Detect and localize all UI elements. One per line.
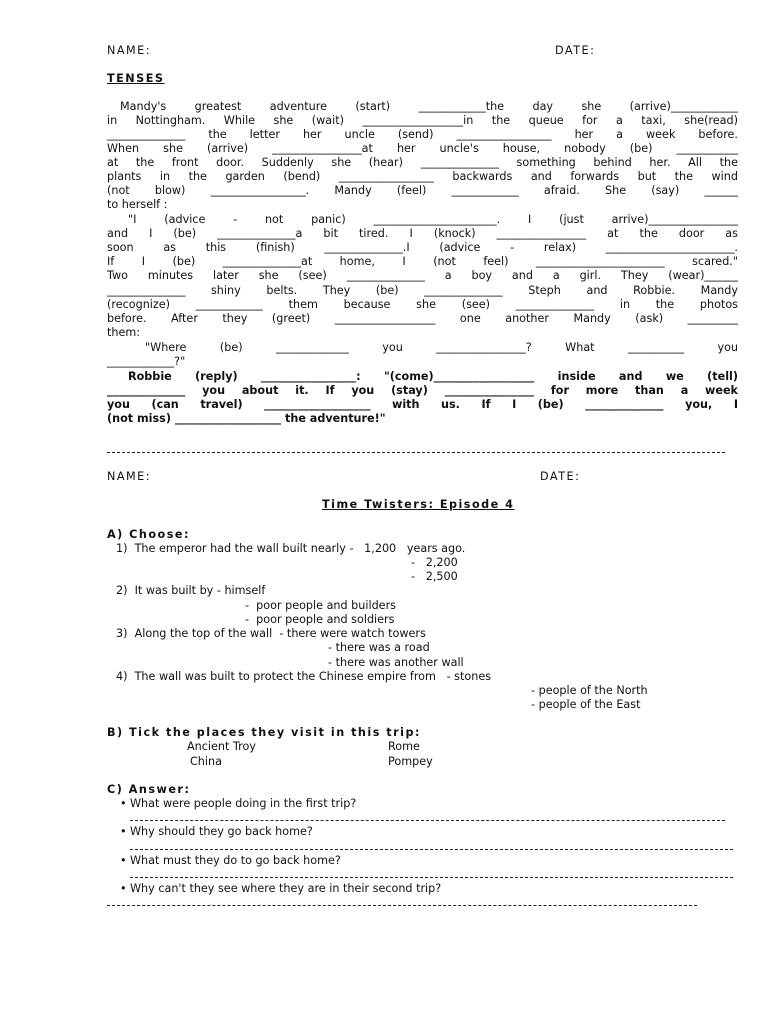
tenses-line: and I (be) ______________a bit tired. I (knock) ________________ at the door as xyxy=(107,227,738,240)
tenses-line: (not blow) _________________. Mandy (feel) ____________ afraid. She (say) ______ xyxy=(107,184,738,197)
tenses-line: Mandy's greatest adventure (start) ____________the day she (arrive)____________ xyxy=(120,100,738,113)
tenses-line: When she (arrive) ________________at her uncle's house, nobody (be) ___________ xyxy=(107,142,738,155)
choice-line: - poor people and soldiers xyxy=(245,613,395,626)
choice-line: - 2,500 xyxy=(411,570,458,583)
tenses-line: you (can travel) ___________________ with us. If I (be) ______________ you, I xyxy=(107,398,738,411)
place-item: Rome xyxy=(388,740,420,753)
name-label: NAME: xyxy=(107,44,152,57)
choice-line: - 2,200 xyxy=(411,556,458,569)
tenses-line: If I (be) ______________at home, I (not feel) _______________________ scared." xyxy=(107,255,738,268)
section-c-heading: C) Answer: xyxy=(107,783,191,796)
tenses-line: ____________?" xyxy=(107,355,186,368)
choice-line: - people of the East xyxy=(531,698,641,711)
choice-line: - there was a road xyxy=(328,641,430,654)
tenses-line: ______________ shiny belts. They (be) ______________ Steph and Robbie. Mandy xyxy=(107,284,738,297)
tenses-line: to herself : xyxy=(107,198,168,211)
tenses-line: ______________ the letter her uncle (send) _________________ her a week before. xyxy=(107,128,738,141)
answer-line xyxy=(130,849,733,850)
choice-line: - poor people and builders xyxy=(245,599,396,612)
tenses-line: (recognize) ____________ them because she (see) ______________ in the photos xyxy=(107,298,738,311)
episode-title: Time Twisters: Episode 4 xyxy=(322,498,515,511)
choice-line: 2) It was built by - himself xyxy=(116,584,266,597)
tenses-title: TENSES xyxy=(107,72,165,85)
tenses-line: soon as this (finish) ______________.I (advice - relax) _______________________. xyxy=(107,241,738,254)
place-item: Ancient Troy xyxy=(187,740,256,753)
section-b-heading: B) Tick the places they visit in this trip: xyxy=(107,726,421,739)
question-item: • What were people doing in the first trip? xyxy=(130,797,356,811)
question-item: • What must they do to go back home? xyxy=(130,854,341,868)
date-label: DATE: xyxy=(540,470,581,483)
tenses-line: Robbie (reply) _________________: "(come)__________________ inside and we (tell) xyxy=(128,370,738,383)
answer-line xyxy=(130,877,733,878)
section-divider xyxy=(107,452,725,453)
place-item: Pompey xyxy=(388,755,433,768)
date-label: DATE: xyxy=(555,44,596,57)
choice-line: 3) Along the top of the wall - there were watch towers xyxy=(116,627,426,640)
choice-line: - there was another wall xyxy=(328,656,464,669)
tenses-line: them: xyxy=(107,326,141,339)
answer-line xyxy=(107,905,697,906)
tenses-line: "Where (be) _____________ you ________________? What __________ you xyxy=(145,341,738,354)
tenses-line: (not miss) ___________________ the adventure!" xyxy=(107,412,386,425)
answer-line xyxy=(130,820,725,821)
section-a-heading: A) Choose: xyxy=(107,528,190,541)
name-label: NAME: xyxy=(107,470,152,483)
tenses-line: plants in the garden (bend) _________________ backwards and forwards but the wind xyxy=(107,170,738,183)
choice-line: - people of the North xyxy=(531,684,648,697)
question-item: • Why should they go back home? xyxy=(130,825,313,839)
tenses-line: before. After they (greet) __________________ one another Mandy (ask) _________ xyxy=(107,312,738,325)
place-item: China xyxy=(190,755,222,768)
tenses-line: Two minutes later she (see) ______________ a boy and a girl. They (wear)______ xyxy=(107,269,738,282)
tenses-line: ______________ you about it. If you (stay) ________________ for more than a week xyxy=(107,384,738,397)
question-item: • Why can't they see where they are in their second trip? xyxy=(130,882,441,896)
tenses-line: in Nottingham. While she (wait) __________________in the queue for a taxi, she(read) xyxy=(107,114,738,127)
tenses-line: "I (advice - not panic) ______________________. I (just arrive)________________ xyxy=(128,213,738,226)
choice-line: 4) The wall was built to protect the Chinese empire from - stones xyxy=(116,670,492,683)
choice-line: 1) The emperor had the wall built nearly - 1,200 years ago. xyxy=(116,542,466,555)
tenses-line: at the front door. Suddenly she (hear) ______________ something behind her. All the xyxy=(107,156,738,169)
